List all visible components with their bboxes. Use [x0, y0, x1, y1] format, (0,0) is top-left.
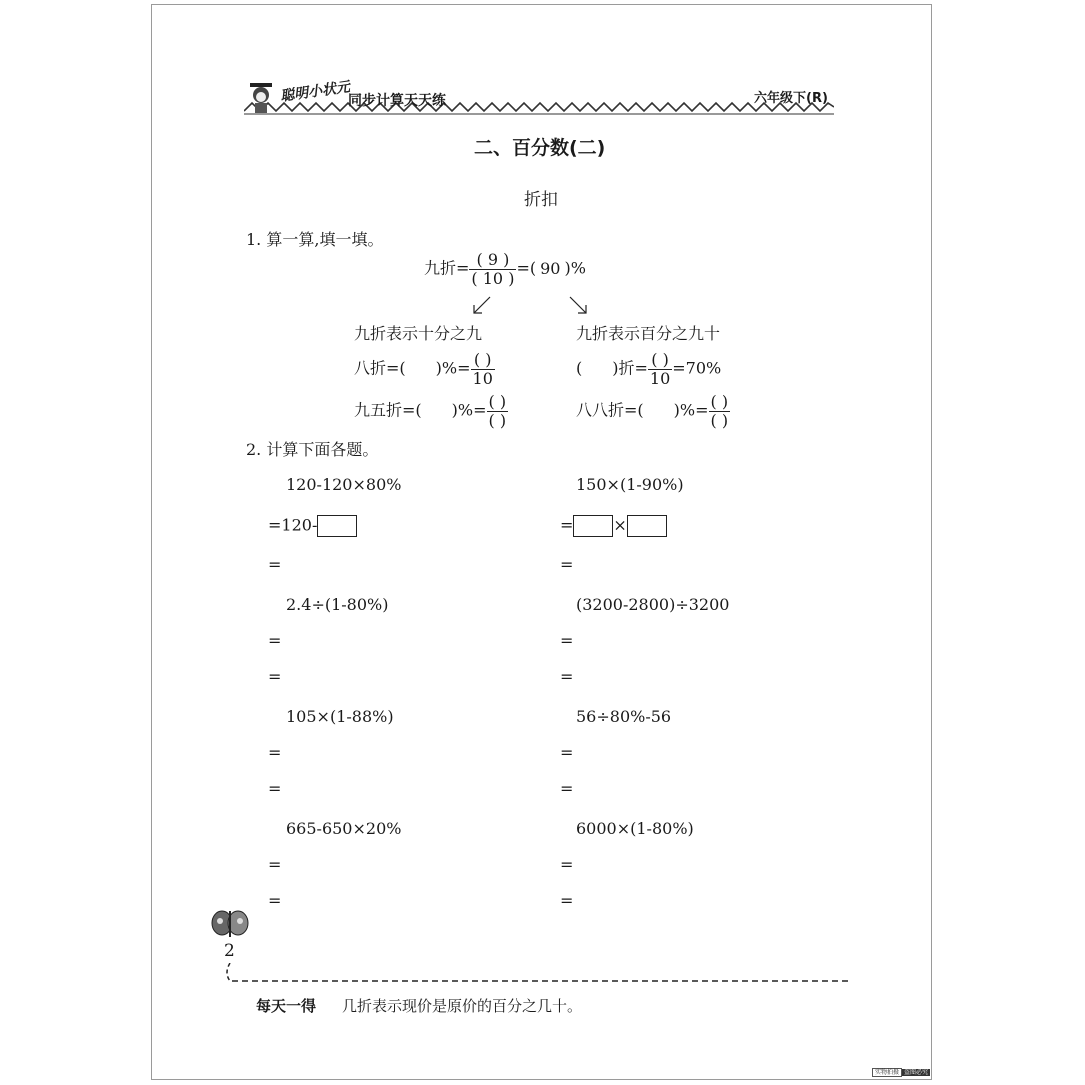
numerator: ( ): [710, 392, 729, 411]
worksheet-page: [151, 4, 932, 1080]
butterfly-icon: [210, 907, 250, 941]
text: )%=: [673, 400, 709, 420]
stamp-right: 盗图必究: [904, 1069, 929, 1076]
mascot-icon: [246, 79, 280, 115]
text: (: [576, 358, 583, 378]
q1-row2-left: [354, 393, 508, 429]
text: )折=: [612, 358, 648, 378]
main-num: ( 9 ): [469, 251, 516, 270]
text: )%=: [435, 358, 471, 378]
text: =: [560, 515, 574, 535]
answer-box[interactable]: [317, 515, 357, 537]
stamp-left: 实物拍摄: [872, 1068, 902, 1077]
problem-right-1: 150×(1-90%): [576, 475, 684, 494]
step-left-3b: =: [268, 779, 282, 798]
q1-label: 1. 算一算,填一填。: [246, 230, 384, 249]
step-left-1b: =: [268, 555, 282, 574]
problem-left-4: 665-650×20%: [286, 819, 402, 838]
step-right-4a: =: [560, 855, 574, 874]
denominator: 10: [649, 368, 671, 388]
problem-left-2: 2.4÷(1-80%): [286, 595, 389, 614]
text: =120-: [268, 515, 318, 535]
step-left-4b: =: [268, 891, 282, 910]
footer-tip: 几折表示现价是原价的百分之几十。: [342, 997, 583, 1015]
step-right-2a: =: [560, 631, 574, 650]
step-right-3a: =: [560, 743, 574, 762]
grade-label: 六年级下(R): [754, 91, 828, 106]
main-fraction: [469, 251, 516, 287]
q1-row2-right: [576, 393, 730, 429]
q1-main-equation: [424, 251, 586, 287]
numerator: ( ): [471, 351, 495, 370]
series-title: 同步计算天天练: [348, 93, 446, 109]
step-right-4b: =: [560, 891, 574, 910]
numerator: ( ): [648, 351, 672, 370]
text: =70%: [672, 358, 722, 378]
q1-row1-right: [576, 351, 721, 387]
denominator: ( ): [710, 410, 729, 430]
step-left-3a: =: [268, 743, 282, 762]
text: )%=: [451, 400, 487, 420]
logo-text: 聪明小状元: [279, 79, 351, 105]
denominator: 10: [472, 368, 493, 388]
arrow-left-icon: [470, 295, 494, 317]
numerator: ( ): [488, 392, 507, 411]
lesson-title: 折扣: [524, 190, 558, 210]
left-note: 九折表示十分之九: [354, 324, 483, 343]
section-title: 二、百分数(二): [474, 137, 606, 159]
right-note: 九折表示百分之九十: [576, 324, 721, 343]
q2-label: 2. 计算下面各题。: [246, 440, 379, 459]
fraction: [471, 351, 495, 387]
step-right-1b: =: [560, 555, 574, 574]
times-sign: ×: [613, 515, 627, 535]
step-right-1a: [560, 515, 667, 537]
fraction: [487, 393, 509, 429]
answer-box[interactable]: [573, 515, 613, 537]
step-left-1a: [268, 515, 357, 537]
q1-row1-left: [354, 351, 495, 387]
answer-box[interactable]: [627, 515, 667, 537]
main-lhs: 九折=: [424, 258, 470, 278]
main-rhs: )%: [564, 258, 586, 278]
step-right-3b: =: [560, 779, 574, 798]
problem-left-3: 105×(1-88%): [286, 707, 394, 726]
main-mid: =(: [516, 258, 537, 278]
corner-stamp: [872, 1067, 930, 1076]
problem-right-3: 56÷80%-56: [576, 707, 672, 726]
text: 八八折=(: [576, 400, 644, 420]
problem-right-2: (3200-2800)÷3200: [576, 595, 730, 614]
fraction: [709, 393, 731, 429]
main-den: ( 10 ): [471, 268, 515, 288]
step-left-2b: =: [268, 667, 282, 686]
denominator: ( ): [488, 410, 507, 430]
step-left-4a: =: [268, 855, 282, 874]
footer-label: 每天一得: [256, 997, 317, 1015]
text: 九五折=(: [354, 400, 422, 420]
arrow-right-icon: [566, 295, 590, 317]
step-right-2b: =: [560, 667, 574, 686]
step-left-2a: =: [268, 631, 282, 650]
text: 八折=(: [354, 358, 406, 378]
page-number: 2: [224, 941, 235, 961]
header-banner: [244, 77, 834, 117]
problem-left-1: 120-120×80%: [286, 475, 402, 494]
main-val: 90: [540, 258, 561, 278]
problem-right-4: 6000×(1-80%): [576, 819, 694, 838]
dashed-divider: [222, 963, 852, 989]
fraction: [648, 351, 672, 387]
